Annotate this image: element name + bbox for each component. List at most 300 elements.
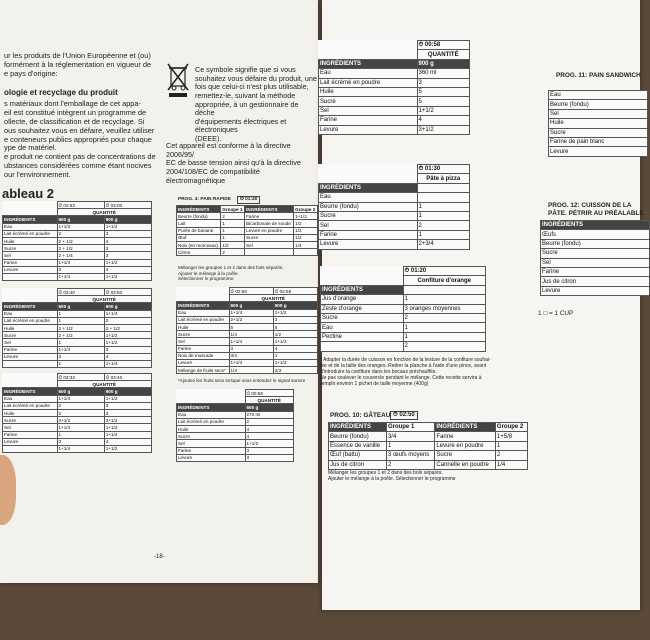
quantity-cell: 1 — [221, 234, 245, 241]
timer-icon: ⏱ — [418, 165, 424, 172]
quantity-cell: 2 — [57, 230, 104, 237]
quantity-cell: 1+1/2 — [104, 332, 151, 339]
table-row — [549, 137, 648, 146]
weight-header: 900 g — [104, 216, 151, 223]
quantity-cell: 2 + 1/2 — [57, 332, 104, 339]
ingredient-cell: Lait écrémé en poudre — [3, 317, 58, 324]
ingredients-label: INGRÉDIENTS — [329, 423, 387, 432]
ingredient-cell: Levure — [177, 359, 230, 366]
ingredients-label: INGRÉDIENTS — [435, 423, 496, 432]
ingredient-cell: Eau — [3, 395, 58, 402]
table-row — [549, 119, 648, 128]
quantity-cell: 1+1/4 — [229, 359, 273, 366]
table-row — [177, 433, 294, 440]
quantity-cell: 3 — [57, 438, 104, 445]
ingredient-cell: Sel — [177, 338, 230, 345]
table-row — [321, 295, 486, 304]
text-line: e produit ne contient pas de concentrations de — [4, 152, 156, 162]
ingredient-cell — [321, 342, 404, 351]
quantity-cell: 4 — [104, 266, 151, 273]
prog12-title — [548, 202, 644, 217]
ingredient-cell: Eau — [3, 223, 58, 230]
prog7-table — [318, 40, 470, 135]
table-row — [3, 266, 152, 273]
ingredient-cell: Sucre — [3, 245, 58, 252]
text-line: souhaitez vous défaire du produit, une — [195, 73, 317, 83]
table-row — [321, 323, 486, 332]
note-line: Mélanger les groupes 1 et 2 dans des bols séparés. — [328, 470, 443, 476]
group-header: Groupe 1 — [221, 206, 245, 213]
ingredient-cell: Farine — [3, 431, 58, 438]
ingredient-cell: Huile — [319, 87, 418, 96]
ingredient-cell: Levure — [319, 125, 418, 134]
quantity-cell: 2+1/2 — [229, 316, 273, 323]
ingredient-cell: Levure — [549, 147, 648, 156]
ingredient-cell: Œufs — [541, 230, 650, 239]
ingredients-label: INGRÉDIENTS — [319, 183, 418, 192]
quantity-cell: 360 ml — [417, 69, 470, 78]
quantity-cell — [294, 249, 318, 256]
ingredient-cell: Levure en poudre — [435, 441, 496, 450]
timer-icon: ⏱ — [105, 202, 110, 208]
quantity-cell: 1 — [403, 295, 486, 304]
quantity-cell: 1+1/4 — [104, 310, 151, 317]
table-row — [3, 424, 152, 431]
text-line: (DEEE). — [195, 134, 222, 144]
quantity-cell: 2 + 1/2 — [57, 237, 104, 244]
ingredient-cell: Eau — [549, 91, 648, 100]
ingredient-cell: Lait écrémé en poudre — [177, 316, 230, 323]
ingredient-cell: Farine — [3, 346, 58, 353]
quantity-cell: 1+1/4 — [57, 259, 104, 266]
text-line: ubstances considérées comme étant nocives — [4, 161, 152, 171]
prog12-table — [540, 220, 650, 296]
ingredient-cell: Farine — [435, 432, 496, 441]
table-row — [321, 304, 486, 313]
quantity-cell: 3 — [104, 409, 151, 416]
weight-header: 600 g — [245, 404, 294, 411]
quantity-cell: 2 — [417, 221, 470, 230]
table-row — [329, 432, 528, 441]
text-line: fois que celui-ci n'est plus utilisable, — [195, 82, 309, 92]
table-row — [3, 324, 152, 331]
ingredient-cell: Lait écrémé en poudre — [319, 78, 418, 87]
table-row — [319, 202, 470, 211]
title-line: PÂTE. PÉTRIR AU PRÉALABLE — [548, 209, 644, 217]
table-row — [319, 221, 470, 230]
ingredient-cell: Sucre — [177, 331, 230, 338]
prog4-table — [176, 205, 318, 256]
table-title: ableau 2 — [2, 186, 55, 201]
quantity-cell: 3 — [57, 353, 104, 360]
quantity-cell: 3+1/2 — [417, 125, 470, 134]
weight-header: 600 g — [57, 388, 104, 395]
page-number: -18- — [154, 554, 165, 560]
quantity-cell: 2 — [104, 317, 151, 324]
ingredient-cell: Sel — [3, 252, 58, 259]
table-row — [549, 128, 648, 137]
time-value: 03:50 — [110, 289, 123, 295]
pizza-header: Pâte à pizza — [417, 174, 470, 183]
quantity-cell: 2 — [403, 313, 486, 322]
ingredient-cell — [3, 273, 58, 280]
text-line: EC de basse tension ainsi qu'à la directive — [166, 158, 301, 168]
table-row — [319, 106, 470, 115]
table-row — [321, 332, 486, 341]
jam-header: Confiture d'orange — [403, 276, 486, 285]
quantity-cell: 3 — [57, 266, 104, 273]
table-row — [177, 425, 294, 432]
quantity-cell: 1+1/4 — [229, 309, 273, 316]
table-row — [541, 239, 650, 248]
origin-text — [4, 52, 151, 79]
timer-cell — [57, 202, 104, 209]
quantity-cell: 2+3/4 — [417, 240, 470, 249]
quantity-cell: 2 — [245, 418, 294, 425]
quantity-cell: 2 — [403, 342, 486, 351]
weight-header: 900 g — [273, 302, 317, 309]
weight-header: 600 g — [57, 216, 104, 223]
table-row — [3, 259, 152, 266]
title-line: PROG. 12: CUISSON DE LA — [548, 202, 632, 209]
qty-header: QUANTITÉ — [417, 50, 470, 59]
quantity-cell: 1+1/4 — [57, 346, 104, 353]
ingredient-cell: Noix (en morceaux) — [177, 241, 221, 248]
time-value: 03:32 — [63, 374, 75, 380]
table-row — [177, 418, 294, 425]
ingredient-cell: Levure — [3, 266, 58, 273]
right-manual-page — [320, 0, 644, 610]
ingredient-cell: Farine — [319, 230, 418, 239]
ingredient-cell: Eau — [177, 309, 230, 316]
weight-header: 600 g — [57, 303, 104, 310]
prog9-notes — [320, 357, 491, 387]
time-value: 01:20 — [410, 267, 427, 274]
time-value: 02:53 — [63, 202, 75, 208]
table-row — [541, 249, 650, 258]
ingredient-cell: Œuf — [177, 234, 221, 241]
ingredient-cell: Sel — [245, 241, 294, 248]
ingredient-cell: Sel — [177, 440, 246, 447]
text-line: ype de matériel. — [4, 143, 57, 153]
prog1-table — [2, 201, 152, 281]
ingredient-cell: Sucre — [319, 97, 418, 106]
table-row — [3, 346, 152, 353]
ingredient-cell — [245, 249, 294, 256]
quantity-cell: 2 — [495, 451, 527, 460]
ingredient-cell: Essence de vanille — [329, 441, 387, 450]
table-row — [319, 240, 470, 249]
ingredients-label: INGRÉDIENTS — [3, 388, 58, 395]
group-header: Groupe 2 — [495, 423, 527, 432]
quantity-cell: 1 — [57, 339, 104, 346]
timer-icon: ⏱ — [418, 41, 424, 48]
table-row — [177, 220, 318, 227]
text-line: e conteneurs publics appropriés pour chaque — [4, 134, 152, 144]
quantity-cell: 1+1/2 — [104, 395, 151, 402]
table-row — [549, 100, 648, 109]
quantity-cell: 1+1/2 — [104, 223, 151, 230]
ingredient-cell: Bicarbonate de soude — [245, 220, 294, 227]
ingredient-cell: Sucre — [3, 417, 58, 424]
table-row — [549, 147, 648, 156]
table-row — [3, 252, 152, 259]
ecology-heading: ologie et recyclage du produit — [4, 88, 118, 97]
ingredient-cell: Noix de muscade — [177, 352, 230, 359]
ingredient-cell: Levure — [319, 240, 418, 249]
table-row — [3, 317, 152, 324]
ingredient-cell: Lait écrémé en poudre — [3, 230, 58, 237]
text-line: eil est constitué intègrent un programme de — [4, 107, 147, 117]
ingredient-cell: Sucre — [245, 234, 294, 241]
table-row — [321, 313, 486, 322]
weee-text — [195, 66, 318, 144]
timer-icon: ⏱ — [105, 374, 110, 380]
ingredient-cell: Sucre — [319, 211, 418, 220]
table-row — [177, 352, 318, 359]
ingredient-cell: Beurre (fondu) — [549, 100, 648, 109]
time-value: 02:50 — [399, 412, 415, 418]
quantity-cell: 1+1/2 — [294, 213, 318, 220]
quantity-cell: 1/4 — [495, 460, 527, 469]
prog11-table — [548, 90, 648, 157]
note-line: Ajouter le mélange à la poêle. Sélectionner le programme — [328, 476, 456, 482]
table-row — [3, 310, 152, 317]
qty-header: QUANTITÉ — [57, 296, 152, 303]
ingredient-cell: Farine — [3, 259, 58, 266]
ingredient-cell: Jus d'orange — [321, 295, 404, 304]
quantity-cell: 1/3 — [229, 367, 273, 374]
quantity-cell: 1/4 — [229, 331, 273, 338]
quantity-cell: 2/3 — [273, 367, 317, 374]
ingredient-cell: Citron — [177, 249, 221, 256]
text-line: remettez-le, suivant la méthode — [195, 90, 296, 100]
quantity-cell: 1+5/8 — [495, 432, 527, 441]
quantity-cell: 1+1/2 — [273, 338, 317, 345]
note-line: Ajouter le mélange à la poêle. — [178, 270, 239, 276]
ingredient-cell: Mélange de fruits secs* — [177, 367, 230, 374]
quantity-cell: 2 — [57, 409, 104, 416]
timer-icon: ⏱ — [58, 289, 63, 295]
quantity-cell: 2 — [386, 460, 434, 469]
table-row — [319, 125, 470, 134]
prog11-title: PROG. 11: PAIN SANDWICH — [556, 72, 641, 79]
table-row — [321, 342, 486, 351]
table-row — [3, 438, 152, 445]
table-row — [319, 116, 470, 125]
quantity-cell: 2 + 1/2 — [57, 245, 104, 252]
prog10-notes — [328, 470, 456, 482]
quantity-cell: 1/2 — [294, 220, 318, 227]
table-row — [3, 332, 152, 339]
quantity-cell: 4 — [273, 345, 317, 352]
prog10-table — [328, 422, 528, 470]
ingredient-cell: Huile — [177, 425, 246, 432]
ingredient-cell: Farine — [177, 447, 246, 454]
timer-icon: ⏱ — [274, 288, 279, 294]
quantity-cell: 4 — [417, 116, 470, 125]
quantity-cell: 1/2 — [294, 234, 318, 241]
quantity-cell: 1+1/2 — [104, 339, 151, 346]
table-row — [3, 230, 152, 237]
quantity-cell: 1 — [495, 441, 527, 450]
table-row — [3, 445, 152, 452]
quantity-cell: 3 — [104, 230, 151, 237]
table-row — [3, 417, 152, 424]
timer-icon: ⏱ — [105, 289, 110, 295]
ingredient-cell: Sucre — [435, 451, 496, 460]
qty-header: QUANTITÉ — [245, 397, 294, 404]
ingredient-cell: Jus de citron — [329, 460, 387, 469]
table-row — [549, 109, 648, 118]
timer-icon: ⏱ — [240, 197, 244, 202]
quantity-cell: 2 — [221, 213, 245, 220]
quantity-cell: 1+1/2 — [104, 445, 151, 452]
quantity-cell: 1 — [273, 352, 317, 359]
timer-cell — [104, 202, 151, 209]
ingredient-cell: Farine de pain blanc — [549, 137, 648, 146]
ecology-text — [4, 100, 156, 180]
ingredient-cell: Sucre — [541, 249, 650, 258]
ingredient-cell: Sucre — [321, 313, 404, 322]
table-row — [319, 87, 470, 96]
ingredient-cell: Lait écrémé en poudre — [177, 418, 246, 425]
ingredient-cell: Jus de citron — [541, 277, 650, 286]
ingredient-cell: Œuf (battu) — [329, 451, 387, 460]
ingredient-cell: Eau — [177, 411, 246, 418]
table-row — [177, 454, 294, 461]
quantity-cell: 2 + 1/2 — [104, 324, 151, 331]
ingredient-cell: Sel — [319, 221, 418, 230]
text-line: formément à la réglementation en vigueur de — [4, 59, 152, 69]
ingredient-cell: Huile — [3, 409, 58, 416]
table-row — [3, 353, 152, 360]
quantity-cell: 5 — [417, 97, 470, 106]
table-row — [549, 91, 648, 100]
quantity-cell: 1+1/4 — [104, 360, 151, 367]
quantity-cell: 1 — [57, 310, 104, 317]
prog5-note: *Ajoutez les fruits secs lorsque vous entendez le signal sonore — [178, 378, 306, 383]
quantity-cell: 3 — [104, 346, 151, 353]
ingredient-cell: Eau — [319, 193, 418, 202]
time-value: 02:55 — [279, 288, 292, 294]
left-manual-page — [0, 0, 318, 583]
prog4-notes — [178, 265, 283, 282]
ingredient-cell: Sucre — [177, 433, 246, 440]
table-row — [177, 213, 318, 220]
ingredient-cell: Cannelle en poudre — [435, 460, 496, 469]
ingredients-label: INGRÉDIENTS — [177, 302, 230, 309]
prog9-table — [320, 266, 486, 352]
quantity-cell: 1 — [221, 227, 245, 234]
text-line: s matériaux dont l'emballage de cet appa- — [4, 99, 141, 108]
time-value: 03:00 — [110, 202, 123, 208]
table-row — [3, 223, 152, 230]
ingredient-cell: Pectine — [321, 332, 404, 341]
table-row — [177, 227, 318, 234]
ingredient-cell: Huile — [177, 323, 230, 330]
quantity-cell: 1+1/4 — [57, 273, 104, 280]
prog6-table — [176, 389, 294, 462]
ingredient-cell: Sel — [549, 109, 648, 118]
ingredient-cell: Zeste d'orange — [321, 304, 404, 313]
quantity-cell: 3 — [245, 454, 294, 461]
table-row — [3, 402, 152, 409]
table-row — [3, 395, 152, 402]
table-row — [3, 339, 152, 346]
ingredient-cell: Sucre — [549, 128, 648, 137]
ingredient-cell: Eau — [321, 323, 404, 332]
ingredient-cell: Beurre (fondu) — [177, 213, 221, 220]
ingredient-cell: Beurre (fondu) — [329, 432, 387, 441]
ingredient-cell: Sel — [319, 106, 418, 115]
ingredient-cell: Levure en poudre — [245, 227, 294, 234]
ingredient-cell: Lait — [177, 220, 221, 227]
prog8-table — [318, 164, 470, 250]
timer-icon: ⏱ — [246, 390, 251, 396]
time-value: 00:58 — [251, 390, 263, 396]
ingredient-cell — [3, 360, 58, 367]
prog4-time — [237, 196, 260, 204]
quantity-cell: 5 — [229, 323, 273, 330]
quantity-cell: 1+1/2 — [104, 259, 151, 266]
ingredient-cell: Levure — [3, 438, 58, 445]
ingredient-cell: Sel — [541, 258, 650, 267]
quantity-cell: 3 — [104, 402, 151, 409]
table-row — [319, 211, 470, 220]
quantity-cell: 3 — [104, 252, 151, 259]
note-line: d'introduire la confiture dans les bocaux préchauffés. — [320, 369, 437, 375]
table-row — [541, 258, 650, 267]
ingredient-cell: Sel — [3, 424, 58, 431]
ingredient-cell: Farine — [177, 345, 230, 352]
quantity-cell: 2 — [221, 249, 245, 256]
text-line: e pays d'origine: — [4, 68, 58, 78]
quantity-cell: 3 — [104, 245, 151, 252]
weight-header: 900 g — [104, 388, 151, 395]
ingredient-cell: Purée de banane — [177, 227, 221, 234]
quantity-cell: 1 — [417, 211, 470, 220]
table-row — [177, 241, 318, 248]
quantity-cell: 5 — [273, 323, 317, 330]
quantity-cell: 1 — [221, 220, 245, 227]
table-row — [541, 267, 650, 276]
table-row — [3, 360, 152, 367]
table-row — [541, 286, 650, 295]
weight-header: 600 g — [229, 302, 273, 309]
table-row — [541, 277, 650, 286]
quantity-cell: 1 — [403, 332, 486, 341]
text-line: appropriée, à un gestionnaire de déche — [195, 99, 299, 118]
directive-text — [166, 142, 318, 185]
table-row — [541, 230, 650, 239]
quantity-cell: 3/4 — [229, 352, 273, 359]
quantity-cell: 270 ml — [245, 411, 294, 418]
quantity-cell: 1+1/2 — [273, 309, 317, 316]
quantity-cell: 2 + 1/2 — [57, 324, 104, 331]
table-row — [177, 234, 318, 241]
quantity-cell: 4 — [245, 433, 294, 440]
quantity-cell: 3/4 — [386, 432, 434, 441]
quantity-cell: 1/2 — [273, 331, 317, 338]
quantity-cell: 1+1/2 — [104, 273, 151, 280]
quantity-cell: 1/2 — [294, 227, 318, 234]
note-line: Sélectionner le programme. — [178, 276, 235, 281]
cup-note: 1 □ = 1 CUP — [538, 310, 574, 317]
text-line: 2004/108/EC de compatibilité électromagnétique — [166, 166, 260, 185]
table-row — [3, 409, 152, 416]
group-header: Groupe 2 — [294, 206, 318, 213]
